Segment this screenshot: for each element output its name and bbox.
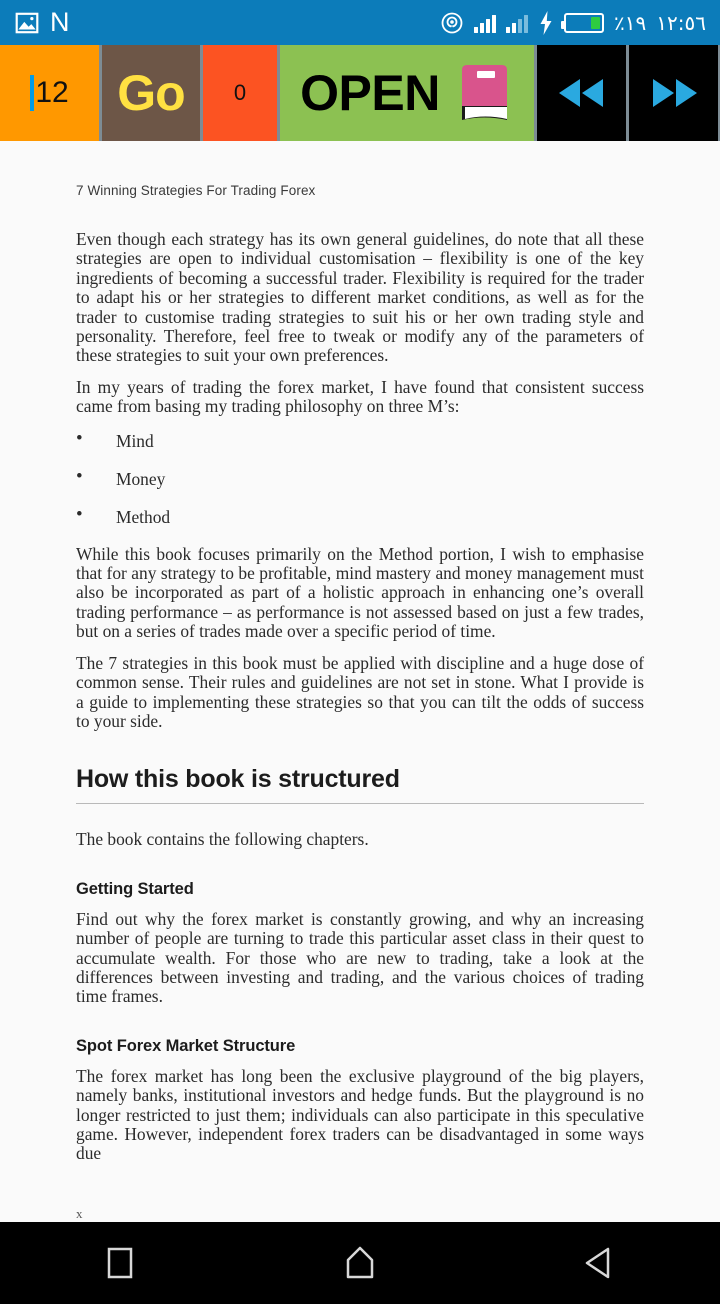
location-icon — [440, 11, 464, 35]
paragraph: The 7 strategies in this book must be applied with discipline and a huge dose of common sense. Their rules and guidelines are not set in stone. What I provide is a guide to implementing these strategies so that you can tilt the odds of success to your side. — [76, 652, 644, 731]
heading-divider — [76, 803, 644, 804]
status-bar-right-icons — [440, 11, 706, 35]
back-button[interactable] — [540, 1222, 660, 1304]
home-icon — [342, 1245, 378, 1281]
book-icon — [454, 62, 514, 124]
subsection-heading-getting-started: Getting Started — [76, 879, 194, 898]
open-button-label: OPEN — [300, 65, 440, 121]
paragraph: The book contains the following chapters. — [76, 829, 369, 850]
status-bar — [0, 0, 720, 45]
image-icon — [14, 10, 40, 36]
document-page[interactable] — [0, 141, 720, 1222]
recents-button[interactable] — [60, 1222, 180, 1304]
recents-icon — [102, 1245, 138, 1281]
nfc-icon: N — [50, 7, 70, 37]
open-button[interactable] — [280, 45, 534, 141]
rewind-icon — [555, 76, 609, 110]
subsection-heading-spot-forex-market-structure: Spot Forex Market Structure — [76, 1036, 296, 1055]
three-ms-list — [76, 431, 644, 528]
battery-icon — [564, 13, 604, 33]
clock: ١٢:٥٦ — [656, 10, 706, 35]
counter-box[interactable] — [203, 45, 277, 141]
signal-strength-secondary-icon — [506, 13, 528, 33]
home-button[interactable] — [300, 1222, 420, 1304]
status-bar-left-icons — [14, 9, 70, 36]
list-item: • Method — [76, 507, 644, 528]
next-page-button[interactable] — [629, 45, 718, 141]
page-number-input-value: 12 — [35, 76, 69, 109]
reader-toolbar — [0, 45, 720, 141]
page-number-input[interactable] — [0, 45, 99, 141]
previous-page-button[interactable] — [537, 45, 626, 141]
page-number: x — [76, 1205, 83, 1221]
paragraph: Find out why the forex market is constantly growing, and why an increasing number of people are turning to trade this particular asset class in their quest to accumulate wealth. For those who are new to trading, take a look at the differences between investing and trading, and the various choices of trading time frames. — [76, 908, 644, 1007]
running-head: 7 Winning Strategies For Trading Forex — [76, 183, 316, 198]
counter-box-value: 0 — [233, 80, 247, 105]
paragraph: While this book focuses primarily on the Method portion, I wish to emphasise that for any strategy to be profitable, mind mastery and money management must also be incorporated as part of a holistic approach in enhancing one’s overall trading performance – as performance is not assessed based on just a few trades, but on a series of trades made over a specific period of time. — [76, 543, 644, 642]
list-item: • Money — [76, 469, 644, 490]
list-item: • Mind — [76, 431, 644, 452]
section-heading: How this book is structured — [76, 765, 400, 794]
text-caret — [30, 75, 34, 111]
fast-forward-icon — [647, 76, 701, 110]
back-icon — [582, 1245, 618, 1281]
signal-strength-icon — [474, 13, 496, 33]
paragraph: The forex market has long been the exclusive playground of the big players, namely banks, institutional investors and hedge funds. But the playground is no longer restricted to just them; individuals can also participate in this speculative game. However, independent forex traders can be disadvantaged in some ways due — [76, 1065, 644, 1164]
paragraph: In my years of trading the forex market, I have found that consistent success came from basing my trading philosophy on three M’s: — [76, 376, 644, 417]
go-button-label: Go — [117, 65, 185, 121]
paragraph: Even though each strategy has its own general guidelines, do note that all these strategies are open to individual customisation – flexibility is one of the key ingredients of becoming a successful trader. Flexibility is required for the trader to adapt his or her strategies to different market conditions, as well as for the trader to customise trading strategies to suit his or her own trading style and personality. Therefore, feel free to tweak or modify any of the parameters of these strategies to suit your own preferences. — [76, 229, 644, 366]
android-nav-bar — [0, 1222, 720, 1304]
go-button[interactable] — [102, 45, 200, 141]
document-body — [76, 230, 644, 1222]
charging-bolt-icon — [538, 11, 554, 35]
battery-percent: ٪١٩ — [614, 10, 647, 35]
